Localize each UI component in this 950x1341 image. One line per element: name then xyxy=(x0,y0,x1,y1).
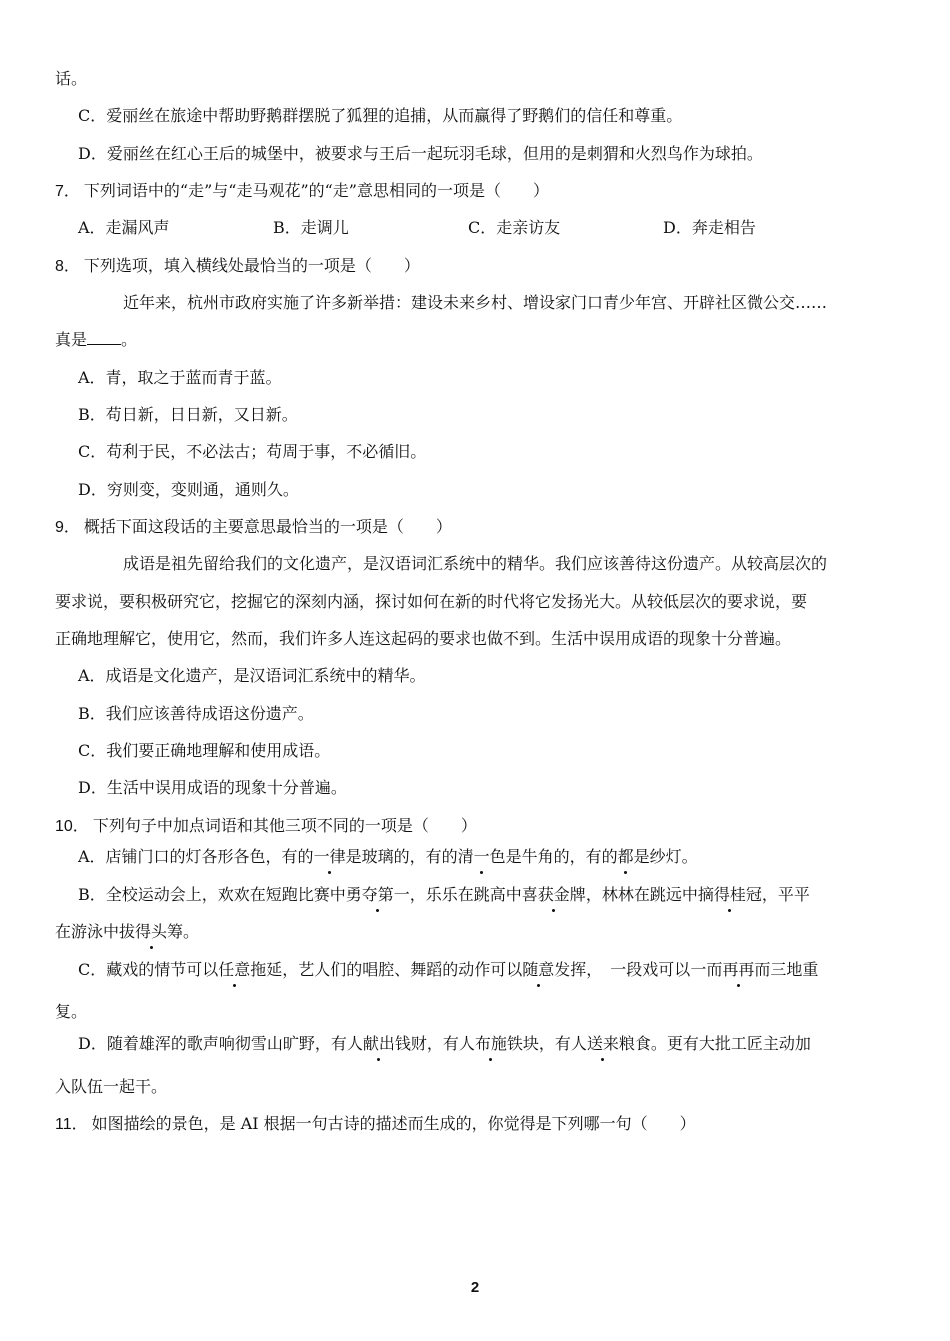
q8-passage-pre: 真是 xyxy=(55,330,88,349)
q10-c-text-2: 拖延，艺人们的唱腔、舞蹈的动作可以 xyxy=(250,960,523,979)
q10-option-b-line-2 xyxy=(55,921,199,943)
q6-continuation: 话。 xyxy=(55,69,88,88)
q10-b-text-3: ，林林在跳远中 xyxy=(585,885,698,904)
q10-d-text-2: 钱财，有人 xyxy=(394,1034,475,1053)
q10-b-text-2: ，乐乐在跳高中 xyxy=(409,885,522,904)
q10-number: 10． xyxy=(55,818,89,835)
q11-stem xyxy=(55,1113,696,1136)
q10-b-text-4: ，平平 xyxy=(761,885,810,904)
q10-d-text-4: 粮食。更有大批工匠主动加 xyxy=(618,1034,811,1053)
q8-option-a: A．青，取之于蓝而青于蓝。 xyxy=(78,368,282,387)
q6-option-d: D．爱丽丝在红心王后的城堡中，被要求与王后一起玩羽毛球，但用的是刺猬和火烈鸟作为球拍。 xyxy=(78,144,763,163)
q7-number: 7． xyxy=(55,183,80,200)
q11-number: 11． xyxy=(55,1116,88,1133)
q8-passage-line-2 xyxy=(55,329,137,351)
q8-option-b: B．苟日新，日日新，又日新。 xyxy=(78,405,298,424)
page-number: 2 xyxy=(470,1279,480,1296)
q10-a-dotted-2: 清一色 xyxy=(457,847,506,866)
q10-a-text-1: A．店铺门口的灯各形各色，有的 xyxy=(78,847,314,866)
q9-passage-line-2: 要求说，要积极研究它，挖掘它的深刻内涵，探讨如何在新的时代将它发扬光大。从较低层次的要求说，要 xyxy=(55,592,808,611)
q9-passage-line-1: 成语是祖先留给我们的文化遗产，是汉语词汇系统中的精华。我们应该善待这份遗产。从较高层次的 xyxy=(123,554,828,573)
q10-option-c-line-2: 复。 xyxy=(55,1002,88,1021)
q9-number: 9． xyxy=(55,519,80,536)
q10-option-d-line-2: 入队伍一起干。 xyxy=(55,1077,168,1096)
q10-d-dotted-2: 布施 xyxy=(474,1034,507,1053)
q7-option-c: C．走亲访友 xyxy=(468,218,561,237)
q6-option-c: C．爱丽丝在旅途中帮助野鹅群摆脱了狐狸的追捕，从而赢得了野鹅们的信任和尊重。 xyxy=(78,106,683,125)
q7-stem-text: 下列词语中的“走”与“走马观花”的“走”意思相同的一项是（ ） xyxy=(83,181,549,200)
q10-c-text-4: 地重 xyxy=(786,960,819,979)
q9-stem-text: 概括下面这段话的主要意思最恰当的一项是（ ） xyxy=(83,517,452,536)
q10-b-dotted-2: 喜获金牌 xyxy=(521,885,586,904)
q10-stem-text: 下列句子中加点词语和其他三项不同的一项是（ ） xyxy=(92,816,477,835)
q8-option-d: D．穷则变，变则通，通则久。 xyxy=(78,480,299,499)
q10-b-text-5: 在游泳中 xyxy=(55,922,120,941)
q10-d-text-1: D．随着雄浑的歌声响彻雪山旷野，有人 xyxy=(78,1034,363,1053)
q9-option-d: D．生活中误用成语的现象十分普遍。 xyxy=(78,778,347,797)
q9-passage-line-3: 正确地理解它，使用它，然而，我们许多人连这起码的要求也做不到。生活中误用成语的现象十分普遍。 xyxy=(55,629,792,648)
q8-option-c: C．苟利于民，不必法古；苟周于事，不必循旧。 xyxy=(78,442,427,461)
q10-b-dotted-4: 拔得头筹 xyxy=(119,922,184,941)
q10-b-text-1: B．全校运动会上，欢欢在短跑比赛中 xyxy=(78,885,346,904)
q10-a-text-3: 是牛角的，有的 xyxy=(505,847,618,866)
q7-option-b: B．走调儿 xyxy=(273,218,349,237)
q10-c-text-3: 发挥， 一段戏可以 xyxy=(554,960,691,979)
q10-d-dotted-1: 献出 xyxy=(362,1034,395,1053)
q10-a-text-4: 是纱灯。 xyxy=(633,847,698,866)
q7-options xyxy=(78,217,918,239)
q10-c-text-1: C．藏戏的情节可以 xyxy=(78,960,219,979)
q10-a-dotted-1: 一律 xyxy=(313,847,346,866)
q10-a-text-2: 是玻璃的，有的 xyxy=(345,847,458,866)
q10-stem xyxy=(55,815,477,838)
q9-option-c: C．我们要正确地理解和使用成语。 xyxy=(78,741,331,760)
q10-c-dotted-1: 任意 xyxy=(218,960,251,979)
q11-stem-text: 如图描绘的景色，是 AI 根据一句古诗的描述而生成的，你觉得是下列哪一句（ ） xyxy=(91,1114,696,1133)
q10-option-b-line-1 xyxy=(78,884,810,906)
q7-stem xyxy=(55,180,549,203)
q10-option-d-line-1 xyxy=(78,1033,811,1055)
q10-b-dotted-1: 勇夺第一 xyxy=(345,885,410,904)
q8-number: 8． xyxy=(55,258,80,275)
q7-option-d: D．奔走相告 xyxy=(663,218,756,237)
q10-c-dotted-3: 一而再再而三 xyxy=(690,960,787,979)
q10-option-a xyxy=(78,846,698,868)
q9-option-a: A．成语是文化遗产，是汉语词汇系统中的精华。 xyxy=(78,666,426,685)
q8-stem xyxy=(55,255,420,278)
q10-c-dotted-2: 随意 xyxy=(522,960,555,979)
q10-b-text-6: 。 xyxy=(183,922,200,941)
q8-stem-text: 下列选项，填入横线处最恰当的一项是（ ） xyxy=(83,256,420,275)
q8-fill-blank xyxy=(87,330,121,345)
q10-b-dotted-3: 摘得桂冠 xyxy=(697,885,762,904)
q8-passage-post: 。 xyxy=(121,330,138,349)
q10-a-dotted-3: 都 xyxy=(617,847,634,866)
q8-passage-line-1: 近年来，杭州市政府实施了许多新举措：建设未来乡村、增设家门口青少年宫、开辟社区微公交…… xyxy=(123,293,828,312)
q10-option-c-line-1 xyxy=(78,959,818,981)
q9-option-b: B．我们应该善待成语这份遗产。 xyxy=(78,704,314,723)
q9-stem xyxy=(55,516,452,539)
q10-d-text-3: 铁块，有人 xyxy=(506,1034,587,1053)
q10-d-dotted-3: 送来 xyxy=(586,1034,619,1053)
q7-option-a: A．走漏风声 xyxy=(78,218,170,237)
